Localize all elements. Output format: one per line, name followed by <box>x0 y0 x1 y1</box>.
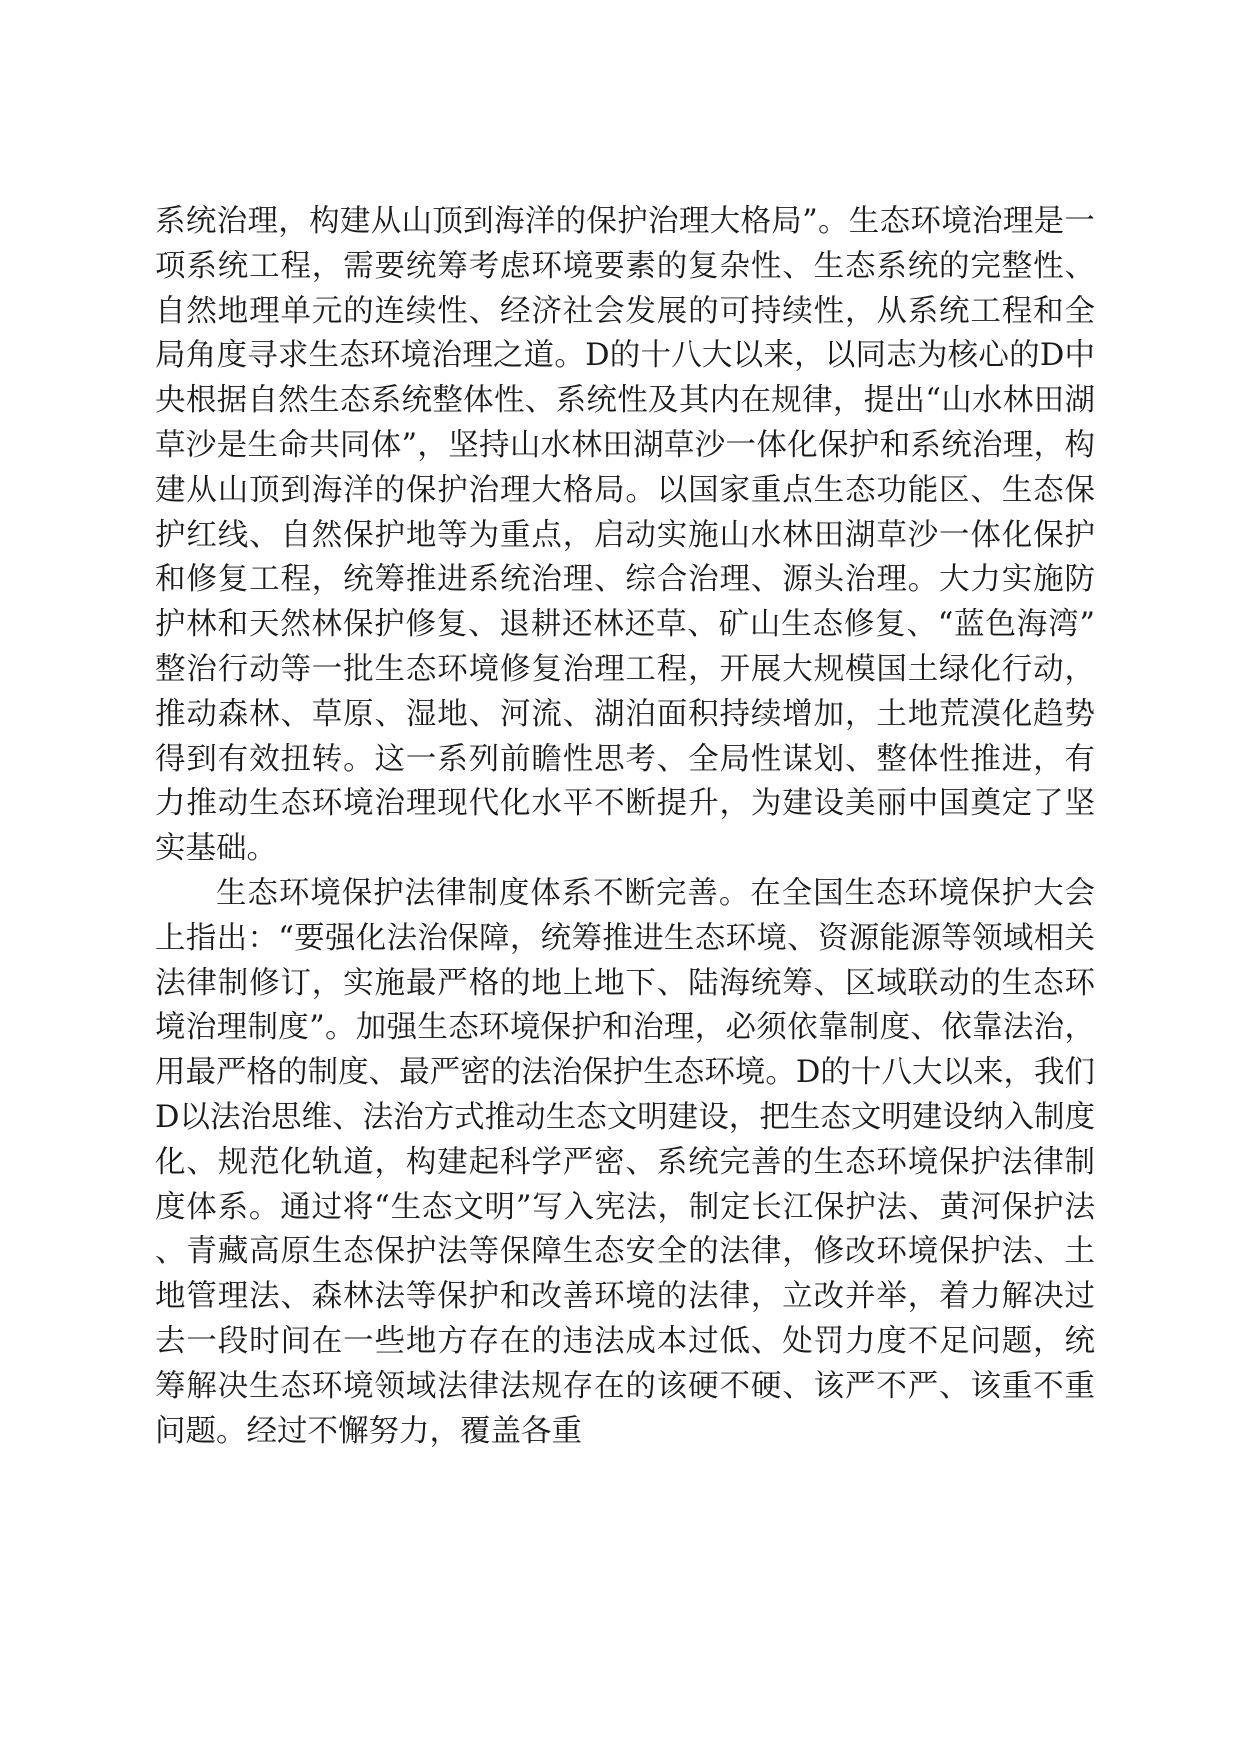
paragraph-ecological-governance: 系统治理，构建从山顶到海洋的保护治理大格局”。生态环境治理是一项系统工程，需要统筹考虑环境要素的复杂性、生态系统的完整性、自然地理单元的连续性、经济社会发展的可持续性，从系统工程和全局角度寻求生态环境治理之道。D的十八大以来，以同志为核心的D中央根据自然生态系统整体性、系统性及其内在规律，提出“山水林田湖草沙是生命共同体”，坚持山水林田湖草沙一体化保护和系统治理，构建从山顶到海洋的保护治理大格局。以国家重点生态功能区、生态保护红线、自然保护地等为重点，启动实施山水林田湖草沙一体化保护和修复工程，统筹推进系统治理、综合治理、源头治理。大力实施防护林和天然林保护修复、退耕还林还草、矿山生态修复、“蓝色海湾”整治行动等一批生态环境修复治理工程，开展大规模国土绿化行动，推动森林、草原、湿地、河流、湖泊面积持续增加，土地荒漠化趋势得到有效扭转。这一系列前瞻性思考、全局性谋划、整体性推进，有力推动生态环境治理现代化水平不断提升，为建设美丽中国奠定了坚实基础。 <box>155 204 1095 867</box>
document-body <box>155 200 1095 1454</box>
paragraph-legal-system: 生态环境保护法律制度体系不断完善。在全国生态环境保护大会上指出：“要强化法治保障，统筹推进生态环境、资源能源等领域相关法律制修订，实施最严格的地上地下、陆海统筹、区域联动的生态环境治理制度”。加强生态环境保护和治理，必须依靠制度、依靠法治，用最严格的制度、最严密的法治保护生态环境。D的十八大以来，我们D以法治思维、法治方式推动生态文明建设，把生态文明建设纳入制度化、规范化轨道，构建起科学严密、系统完善的生态环境保护法律制度体系。通过将“生态文明”写入宪法，制定长江保护法、黄河保护法、青藏高原生态保护法等保障生态安全的法律，修改环境保护法、土地管理法、森林法等保护和改善环境的法律，立改并举，着力解决过去一段时间在一些地方存在的违法成本过低、处罚力度不足问题，统筹解决生态环境领域法律法规存在的该硬不硬、该严不严、该重不重问题。经过不懈努力，覆盖各重 <box>155 875 1095 1449</box>
